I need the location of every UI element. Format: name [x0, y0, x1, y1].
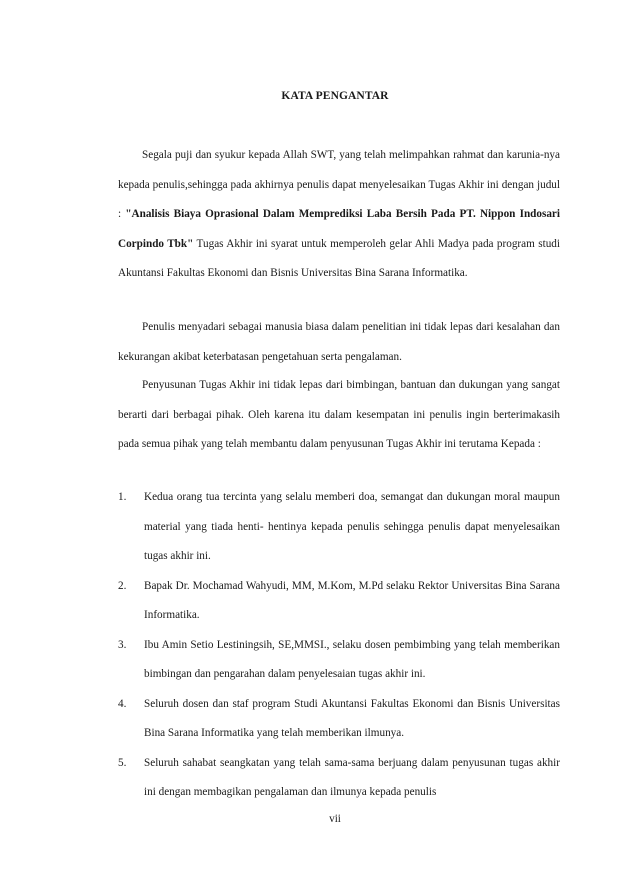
list-number: 3.: [118, 638, 127, 651]
list-number: 1.: [118, 491, 127, 503]
list-number: 5.: [118, 756, 127, 769]
list-item: [118, 690, 560, 749]
list-number: 2.: [118, 579, 127, 592]
paragraph-acknowledgement: Penulis menyadari sebagai manusia biasa dalam penelitian ini tidak lepas dari kesalahan dan kekurangan akibat keterbatasan pengetahuan serta pengalaman.: [118, 321, 560, 363]
list-text: Seluruh sahabat seangkatan yang telah sama-sama berjuang dalam penyusunan tugas akhir ini dengan membagikan pengalaman dan ilmunya kepada penulis: [144, 756, 560, 798]
list-item: [118, 749, 560, 808]
list-text: Ibu Amin Setio Lestiningsih, SE,MMSI., selaku dosen pembimbing yang telah memberikan bimbingan dan pengarahan dalam penyelesaian tugas akhir ini.: [144, 638, 560, 680]
paragraph-thanks: Penyusunan Tugas Akhir ini tidak lepas dari bimbingan, bantuan dan dukungan yang sangat berarti dari berbagai pihak. Oleh karena itu dalam kesempatan ini penulis ingin berterimakasih pada semua pihak yang telah membantu dalam penyusunan Tugas Akhir ini terutama Kepada :: [118, 379, 560, 450]
list-text: Kedua orang tua tercinta yang selalu memberi doa, semangat dan dukungan moral maupun material yang tiada henti- hentinya kepada penulis sehingga penulis dapat menyelesaikan tugas akhir ini.: [144, 491, 560, 562]
list-item: [118, 631, 560, 690]
thanks-list: [118, 483, 560, 808]
list-text: Bapak Dr. Mochamad Wahyudi, MM, M.Kom, M.Pd selaku Rektor Universitas Bina Sarana Informatika.: [144, 579, 560, 621]
paragraph-intro: [118, 141, 560, 289]
page-number: vii: [329, 813, 341, 825]
list-text: Seluruh dosen dan staf program Studi Akuntansi Fakultas Ekonomi dan Bisnis Universitas Bina Sarana Informatika yang telah memberikan ilmunya.: [144, 697, 560, 739]
thesis-title: "Analisis Biaya Oprasional Dalam Memprediksi Laba Bersih Pada PT. Nippon Indosari Corpindo Tbk": [118, 208, 560, 250]
list-number: 4.: [118, 697, 127, 710]
list-item: [118, 483, 560, 572]
intro-text: Segala puji dan syukur kepada Allah SWT, yang telah melimpahkan rahmat dan karunia-nya kepada penulis,sehingga pada akhirnya penulis dapat menyelesaikan Tugas Akhir ini dengan judul :: [118, 149, 560, 220]
list-item: [118, 572, 560, 631]
page-title: KATA PENGANTAR: [281, 90, 389, 102]
intro-text-continued: Tugas Akhir ini syarat untuk memperoleh gelar Ahli Madya pada program studi Akuntansi Fakultas Ekonomi dan Bisnis Universitas Bina Sarana Informatika.: [118, 237, 560, 279]
